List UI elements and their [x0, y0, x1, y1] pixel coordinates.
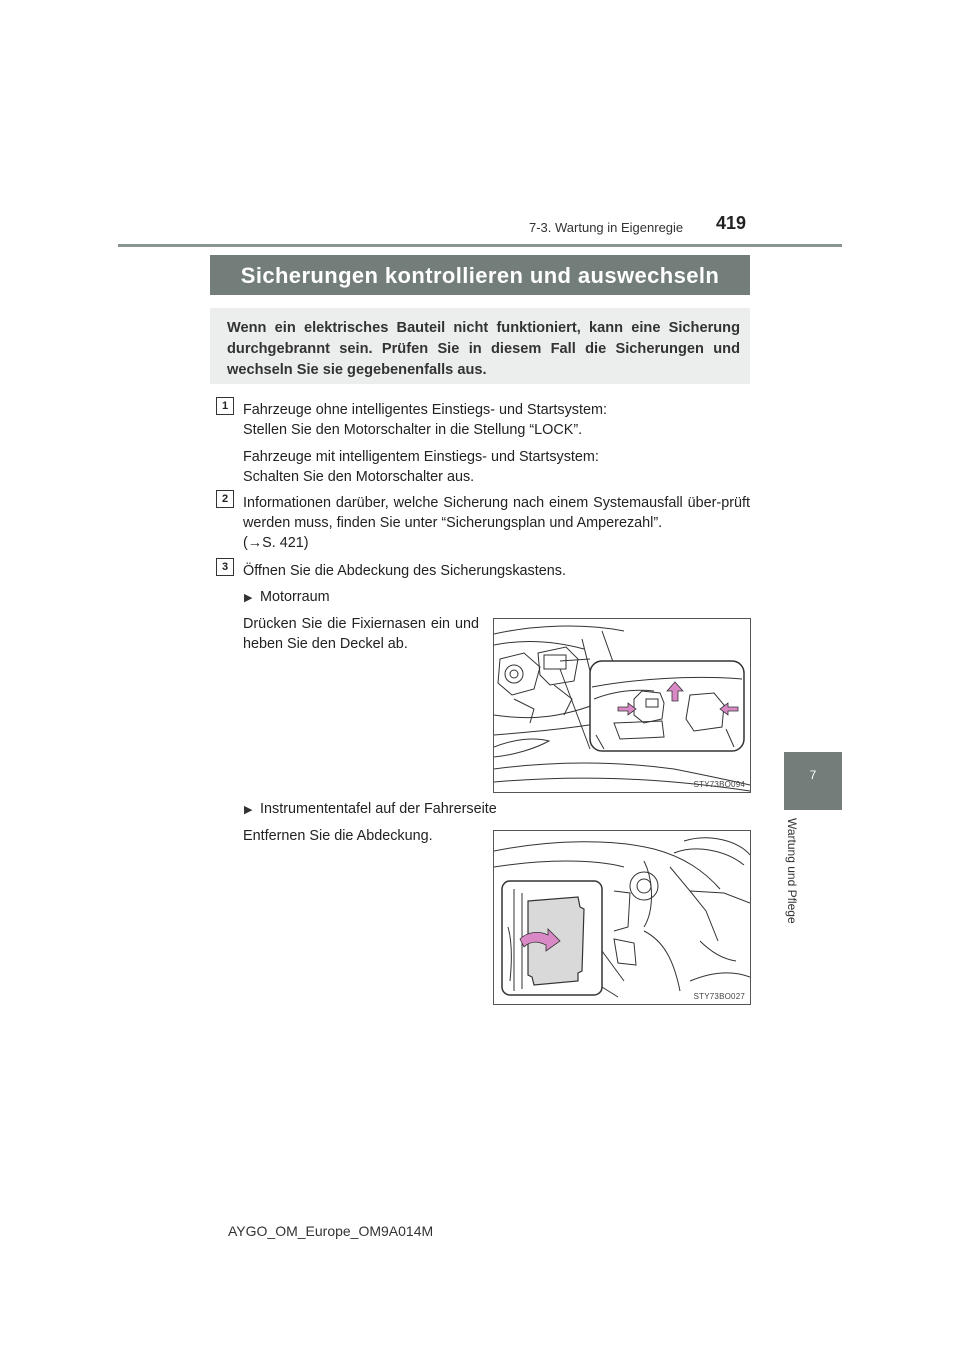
chapter-title-text: Wartung und Pflege: [785, 818, 799, 924]
step-number-3: 3: [216, 558, 234, 576]
step-1-line-1: Fahrzeuge ohne intelligentes Einstiegs- und Startsystem:: [243, 402, 607, 418]
chapter-tab: [784, 752, 842, 810]
intro-text: Wenn ein elektrisches Bauteil nicht funktioniert, kann eine Sicherung durchgebrannt sein. Prüfen Sie in diesem Fall die Sicherungen und wechseln Sie sie gegebenenfalls aus.: [227, 320, 740, 378]
step-2-body: Informationen darüber, welche Sicherung nach einem Systemausfall über-prüft werden muss, finden Sie unter “Sicherungsplan und Amperezahl”.: [243, 495, 750, 531]
step-1-line-4: Schalten Sie den Motorschalter aus.: [243, 469, 475, 485]
title-bar: [210, 255, 750, 295]
chapter-title: [785, 818, 805, 938]
intro-box: [210, 308, 750, 384]
figure-1-code: STY73BO094: [693, 780, 745, 789]
engine-compartment-illustration: [494, 619, 750, 792]
step-3-text: Öffnen Sie die Abdeckung des Sicherungskastens.: [243, 563, 566, 579]
step-1-line-2: Stellen Sie den Motorschalter in die Stellung “LOCK”.: [243, 422, 583, 438]
step-1-line-3: Fahrzeuge mit intelligentem Einstiegs- und Startsystem:: [243, 449, 599, 465]
section-label: 7-3. Wartung in Eigenregie: [529, 220, 684, 235]
page-title: Sicherungen kontrollieren und auswechseln: [240, 263, 720, 288]
engine-fuse-box-figure: [493, 618, 751, 793]
location-1-heading: [244, 587, 330, 608]
chapter-number: 7: [809, 768, 817, 782]
location-2-heading: [244, 799, 497, 820]
header-rule: [118, 244, 842, 247]
step-number-1: 1: [216, 397, 234, 415]
step-1-text: [243, 400, 753, 487]
step-2-ref: (→S. 421): [243, 535, 309, 551]
triangle-bullet-icon: ▶: [244, 592, 253, 604]
triangle-bullet-icon: ▶: [244, 804, 253, 816]
location-2-text: Entfernen Sie die Abdeckung.: [243, 828, 433, 844]
dashboard-fuse-box-figure: [493, 830, 751, 1005]
step-2-text: [243, 493, 750, 553]
location-2-label: Instrumententafel auf der Fahrerseite: [260, 801, 497, 817]
figure-2-code: STY73BO027: [693, 992, 745, 1001]
location-1-label: Motorraum: [260, 589, 330, 605]
location-1-text: Drücken Sie die Fixiernasen ein und heben Sie den Deckel ab.: [243, 616, 479, 652]
instrument-panel-illustration: [494, 831, 750, 1004]
page-number: 419: [716, 213, 747, 233]
footer-doc-id: AYGO_OM_Europe_OM9A014M: [228, 1223, 434, 1239]
step-number-2: 2: [216, 490, 234, 508]
